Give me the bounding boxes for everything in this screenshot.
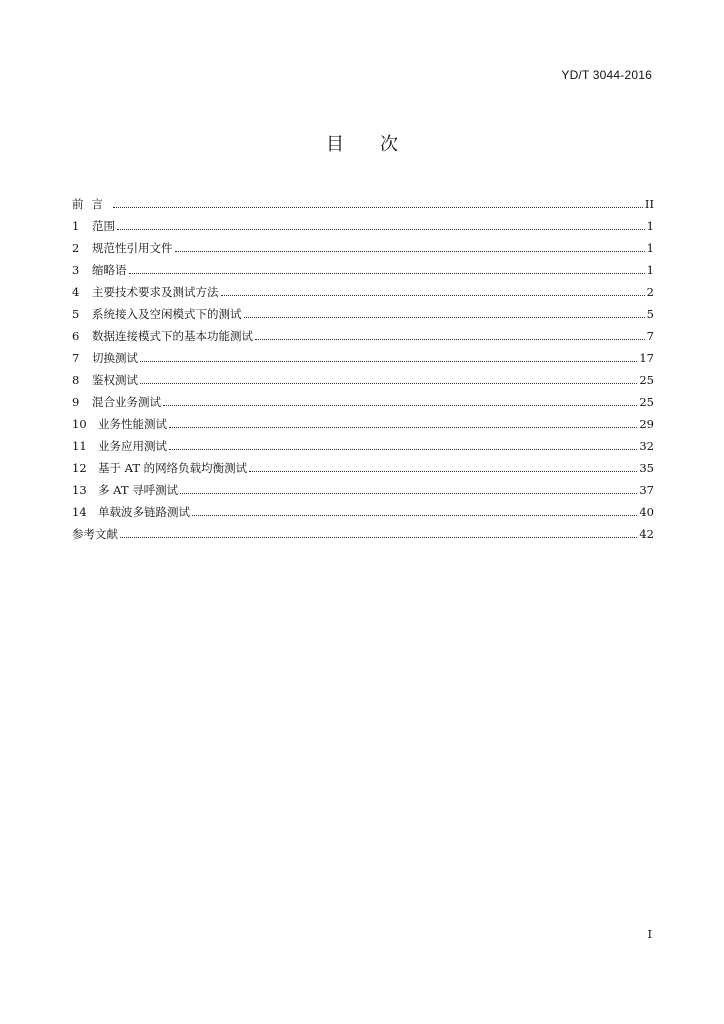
toc-entry-12[interactable]: [72, 457, 654, 479]
toc-entry-9[interactable]: [72, 391, 654, 413]
toc-entry-page: 32: [639, 439, 654, 453]
toc-entry-number: 10: [72, 417, 87, 431]
toc-entry-page: 40: [639, 505, 654, 519]
toc-entry-number: 4: [72, 285, 80, 299]
toc-entry-label: 切换测试: [92, 351, 138, 365]
toc-entry-label: 前言: [72, 197, 111, 211]
toc-entry-label: 系统接入及空闲模式下的测试: [92, 307, 242, 321]
toc-entry-number: 7: [72, 351, 80, 365]
toc-leader-dots: [117, 229, 645, 230]
toc-entry-label: 业务应用测试: [98, 439, 167, 453]
toc-entry-page: 1: [646, 219, 654, 233]
toc-entry-page: 29: [639, 417, 654, 431]
toc-leader-dots: [192, 515, 637, 516]
toc-leader-dots: [221, 295, 645, 296]
toc-entry-number: 3: [72, 263, 80, 277]
toc-entry-page: 1: [646, 263, 654, 277]
toc-entry-page: 25: [639, 395, 654, 409]
toc-entry-10[interactable]: [72, 413, 654, 435]
toc-entry-number: 1: [72, 219, 80, 233]
toc-leader-dots: [163, 405, 637, 406]
toc-entry-label: 参考文献: [72, 527, 118, 541]
toc-entry-number: 11: [72, 439, 87, 453]
toc-entry-page: 35: [639, 461, 654, 475]
toc-leader-dots: [113, 207, 643, 208]
toc-entry-number: 6: [72, 329, 80, 343]
toc-leader-dots: [140, 361, 637, 362]
toc-entry-label: 混合业务测试: [92, 395, 161, 409]
toc-entry-number: 13: [72, 483, 87, 497]
toc-entry-label: 数据连接模式下的基本功能测试: [92, 329, 253, 343]
toc-entry-13[interactable]: [72, 479, 654, 501]
toc-leader-dots: [140, 383, 637, 384]
toc-entry-page: 1: [646, 241, 654, 255]
toc-entry-page: 37: [639, 483, 654, 497]
toc-entry-page: II: [644, 197, 654, 211]
toc-leader-dots: [249, 471, 637, 472]
toc-entry-1[interactable]: [72, 215, 654, 237]
toc-leader-dots: [180, 493, 637, 494]
toc-entry-number: 9: [72, 395, 80, 409]
toc-entry-label: 基于 AT 的网络负载均衡测试: [98, 461, 248, 475]
toc-entry-2[interactable]: [72, 237, 654, 259]
toc-entry-3[interactable]: [72, 259, 654, 281]
toc-entry-number: 8: [72, 373, 80, 387]
toc-entry-label: 多 AT 寻呼测试: [98, 483, 179, 497]
toc-leader-dots: [169, 449, 637, 450]
toc-entry-label: 范围: [92, 219, 115, 233]
toc-entry-6[interactable]: [72, 325, 654, 347]
toc-leader-dots: [255, 339, 645, 340]
toc-entry-number: 14: [72, 505, 87, 519]
document-id: YD/T 3044-2016: [561, 68, 652, 82]
table-of-contents: [72, 193, 654, 545]
toc-leader-dots: [175, 251, 645, 252]
toc-leader-dots: [120, 537, 637, 538]
toc-entry-number: 12: [72, 461, 87, 475]
page-title: 目次: [326, 134, 434, 155]
toc-leader-dots: [169, 427, 637, 428]
toc-entry-label: 缩略语: [92, 263, 127, 277]
toc-entry-page: 2: [646, 285, 654, 299]
toc-entry-page: 7: [646, 329, 654, 343]
toc-entry-page: 5: [646, 307, 654, 321]
toc-entry-label: 主要技术要求及测试方法: [92, 285, 219, 299]
toc-leader-dots: [244, 317, 645, 318]
toc-entry-label: 业务性能测试: [98, 417, 167, 431]
toc-entry-4[interactable]: [72, 281, 654, 303]
toc-entry-11[interactable]: [72, 435, 654, 457]
toc-entry-14[interactable]: [72, 501, 654, 523]
toc-entry-8[interactable]: [72, 369, 654, 391]
toc-entry-label: 单载波多链路测试: [98, 505, 190, 519]
toc-entry-number: 2: [72, 241, 80, 255]
toc-entry-page: 17: [639, 351, 654, 365]
toc-leader-dots: [129, 273, 645, 274]
page-number: I: [647, 928, 652, 941]
toc-entry-7[interactable]: [72, 347, 654, 369]
toc-entry-page: 25: [639, 373, 654, 387]
toc-entry-label: 鉴权测试: [92, 373, 138, 387]
toc-entry-foreword[interactable]: [72, 193, 654, 215]
toc-entry-number: 5: [72, 307, 80, 321]
toc-entry-label: 规范性引用文件: [92, 241, 173, 255]
toc-entry-page: 42: [639, 527, 654, 541]
toc-entry-references[interactable]: [72, 523, 654, 545]
toc-entry-5[interactable]: [72, 303, 654, 325]
